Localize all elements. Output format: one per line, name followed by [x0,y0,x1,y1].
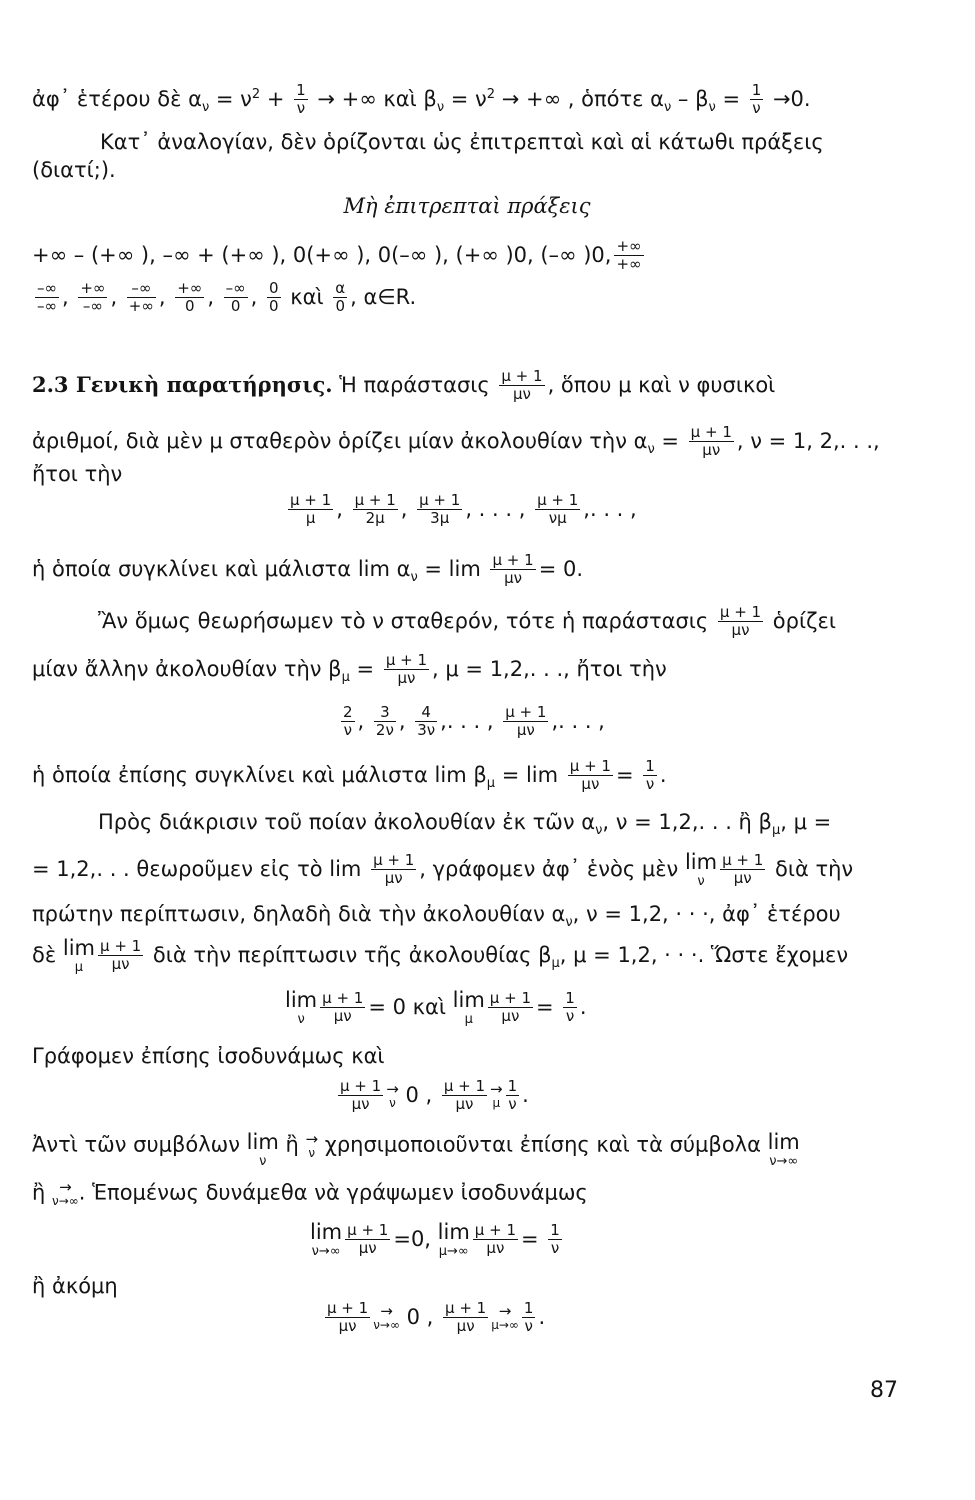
text: 0 , [398,1082,439,1107]
text: →0. [766,86,811,111]
text: ἡ ὁποία συγκλίνει καὶ μάλιστα lim α [32,556,411,581]
fraction: $\frac{\mu + 1}{\mu\nu}$ [492,551,534,588]
text-line-23 [32,1132,902,1168]
subscript: ν [663,99,672,115]
fraction: $\frac{+\infty}{-\infty}$ [80,279,106,316]
fraction: $\frac{1}{\nu}$ [507,1077,518,1114]
text: = lim [417,556,488,581]
limit-symbol: lim ν [684,850,718,889]
text: , γράφομεν ἀφ᾽ ἑνὸς μὲν [419,856,685,881]
fraction: $\frac{\mu + 1}{\mu\nu}$ [474,1221,516,1258]
text: . [659,762,667,787]
fraction: $\frac{\mu + 1}{\mu\nu}$ [505,703,547,740]
text-line-19 [32,938,902,974]
arrow-symbol: → μ→∞ [491,1302,519,1333]
text: + [260,86,292,111]
text: . [579,994,587,1019]
text: = 1,2,. . . θεωροῦμεν εἰς τὸ lim [32,856,369,881]
text: ,. . . , [551,708,605,733]
fraction: $\frac{1}{\nu}$ [751,81,762,118]
text: ὁρίζει [766,608,836,633]
fraction: $\frac{-\infty}{0}$ [225,279,246,316]
text-line-9: ἤτοι τὴν [32,462,123,486]
fraction: $\frac{2}{\nu}$ [343,703,353,740]
fraction: $\frac{1}{\nu}$ [565,989,575,1026]
text-line-2: Κατ᾽ ἀναλογίαν, δὲν ὁρίζονται ὡς ἐπιτρεπταὶ καὶ αἱ κάτωθι πράξεις [100,130,824,154]
fraction: $\frac{1}{\nu}$ [296,81,306,118]
text: 0 , [399,1304,441,1329]
text: πρώτην περίπτωσιν, δηλαδὴ διὰ τὴν ἀκολουθίαν α [32,902,566,926]
subscript: ν [436,99,445,115]
text-line-5 [32,238,902,274]
fraction: $\frac{1}{\nu}$ [645,757,655,794]
text-line-7 [32,368,902,404]
text-line-24 [32,1180,902,1207]
fraction: $\frac{\mu + 1}{\mu\nu}$ [100,937,142,974]
text: , μ = 1,2,. . ., ἤτοι τὴν [432,656,667,681]
text-line-21: Γράφομεν ἐπίσης ἰσοδυνάμως καὶ [32,1044,385,1068]
fraction: $\frac{\mu + 1}{\mu\nu}$ [489,989,531,1026]
fraction: $\frac{\mu + 1}{\mu\nu}$ [373,851,415,888]
subscript: ν [647,441,655,457]
section-heading: 2.3 Γενικὴ παρατήρησις. [32,371,333,397]
text: Ἂν ὅμως θεωρήσωμεν τὸ ν σταθερόν, τότε ἡ παράστασις [98,608,715,633]
text: Ἡ παράστασις [332,372,497,397]
subscript: μ [341,669,350,685]
text-line-10: $\frac{\mu + 1}{\mu}$ , $\frac{\mu + 1}{2\mu}$ , $\frac{\mu + 1}{3\mu}$ , . . . , $\frac{\mu + 1}{\nu\mu}$ ,. . . , [290,491,637,528]
text: χρησιμοποιοῦνται ἐπίσης καὶ τὰ σύμβολα [318,1132,768,1157]
subscript: μ [771,823,781,838]
text: = [521,1226,546,1251]
text: ,. . . , [583,496,637,521]
subscript: ν [595,823,603,838]
text: ἡ ὁποία ἐπίσης συγκλίνει καὶ μάλιστα lim β [32,762,487,787]
section-subheading: Μὴ ἐπιτρεπταὶ πράξεις [343,194,591,218]
text: , ν = 1, 2,. . ., [736,428,880,453]
fraction: $\frac{\mu + 1}{\mu\nu}$ [690,423,732,460]
text: = [615,762,641,787]
text: – β [671,86,709,111]
fraction: $\frac{+\infty}{+\infty}$ [616,237,642,274]
text: , . . . , [465,496,526,521]
subscript: μ [551,955,560,971]
arrow-symbol: → ν→∞ [373,1302,400,1333]
text: , ὅπου μ καὶ ν φυσικοὶ [547,372,776,397]
text: . [522,1082,529,1107]
text: = ν [209,86,252,111]
fraction: $\frac{\mu + 1}{\mu}$ [290,491,332,528]
text-line-18 [32,902,902,931]
text-line-8 [32,424,902,460]
fraction: $\frac{+\infty}{0}$ [177,279,203,316]
text: = 0. [538,556,583,581]
text: ἢ [32,1180,52,1205]
text-line-6: $\frac{-\infty}{-\infty}$ , $\frac{+\infty}{-\infty}$ , $\frac{-\infty}{+\infty}$ , $\frac{+\infty}{0}$ , $\frac{-\infty}{0}$ , $\frac{0}{0}$ καὶ $\frac{\alpha}{0}$ , α∈R. [37,279,417,316]
text: → +∞ καὶ β [310,86,437,111]
limit-symbol: lim ν→∞ [767,1130,800,1169]
arrow-symbol: → ν→∞ [52,1178,79,1208]
fraction: $\frac{0}{0}$ [269,279,279,316]
text-line-15 [32,758,902,794]
text: διὰ τὴν περίπτωσιν τῆς ἀκολουθίας β [146,942,552,967]
fraction: $\frac{\mu + 1}{\mu\nu}$ [385,651,428,688]
text: = lim [495,762,565,787]
superscript: 2 [251,86,261,102]
fraction: $\frac{\mu + 1}{3\mu}$ [419,491,461,528]
text-line-20 [285,990,885,1026]
fraction: $\frac{\mu + 1}{\mu\nu}$ [327,1299,369,1336]
text: , ν = 1,2, · · ·, ἀφ᾽ ἑτέρου [572,902,841,926]
fraction: $\frac{\mu + 1}{\mu\nu}$ [445,1299,487,1336]
text-line-17 [32,852,902,888]
text: καὶ [290,284,324,309]
fraction: $\frac{\mu + 1}{\nu\mu}$ [537,491,579,528]
fraction: $\frac{-\infty}{-\infty}$ [37,279,57,316]
text: ἀφ᾽ ἑτέρου δὲ α [32,86,202,111]
text: . [538,1304,546,1329]
subscript: ν [410,569,418,585]
text: μίαν ἄλλην ἀκολουθίαν τὴν β [32,656,342,681]
fraction: $\frac{\mu + 1}{\mu\nu}$ [569,757,611,794]
text: =0, [393,1226,438,1251]
limit-symbol: lim ν→∞ [310,1220,343,1259]
text: +∞ – (+∞ ), –∞ + (+∞ ), 0(+∞ ), 0(–∞ ), (+∞ )0, (–∞ )0, [32,242,612,267]
text: , ν = 1,2,. . . ἢ β [602,810,772,834]
text: ἢ [278,1132,306,1157]
superscript: 2 [486,86,496,102]
limit-symbol: lim μ [62,936,96,975]
fraction: $\frac{1}{\nu}$ [523,1299,534,1336]
fraction: $\frac{4}{3\nu}$ [417,703,436,740]
text: διὰ τὴν [768,856,854,881]
text-line-12 [98,604,902,640]
text-line-22 [335,1078,895,1114]
text: = [715,86,747,111]
subscript: ν [708,99,716,115]
text-line-3: (διατί;). [32,158,116,182]
arrow-symbol: → ν [305,1130,319,1160]
subscript: ν [565,915,573,930]
fraction: $\frac{-\infty}{+\infty}$ [128,279,154,316]
text: δὲ [32,942,63,967]
text: → +∞ , ὁπότε α [495,86,664,111]
text-line-14: $\frac{2}{\nu}$ , $\frac{3}{2\nu}$ , $\frac{4}{3\nu}$ ,. . . , $\frac{\mu + 1}{\mu\nu}$ ,. . . , [343,703,605,740]
text-line-25 [310,1222,890,1258]
text-line-16 [98,810,902,839]
fraction: $\frac{\mu + 1}{\mu\nu}$ [719,603,762,640]
limit-symbol: lim ν [246,1130,279,1169]
page-number: 87 [870,1378,898,1403]
limit-symbol: lim ν [285,988,318,1027]
fraction: $\frac{\mu + 1}{\mu\nu}$ [722,851,764,888]
text: Πρὸς διάκρισιν τοῦ ποίαν ἀκολουθίαν ἐκ τῶν α [98,810,596,834]
text: , μ = [780,810,832,834]
text-line-26: ἢ ἀκόμη [32,1274,118,1298]
limit-symbol: lim μ [452,988,485,1027]
limit-symbol: lim μ→∞ [437,1220,470,1259]
fraction: $\frac{\mu + 1}{2\mu}$ [354,491,396,528]
fraction: $\frac{3}{2\nu}$ [375,703,394,740]
arrow-symbol: → ν [386,1080,399,1111]
text: , α∈R. [350,284,417,309]
arrow-symbol: → μ [490,1080,503,1111]
text-line-27 [322,1300,902,1336]
fraction: $\frac{1}{\nu}$ [550,1221,560,1258]
text: = [536,994,561,1019]
text: = [349,656,381,681]
fraction: $\frac{\alpha}{0}$ [335,279,346,316]
text: , μ = 1,2, · · ·. Ὥστε ἔχομεν [559,942,849,967]
text: ἀριθμοί, διὰ μὲν μ σταθερὸν ὁρίζει μίαν ἀκολουθίαν τὴν α [32,428,648,453]
fraction: $\frac{\mu + 1}{\mu\nu}$ [340,1077,382,1114]
fraction: $\frac{\mu + 1}{\mu\nu}$ [347,1221,389,1258]
text: = ν [444,86,487,111]
text-line-13 [32,652,902,688]
subscript: μ [486,775,496,791]
fraction: $\frac{\mu + 1}{\mu\nu}$ [322,989,364,1026]
text-line-11 [32,552,902,588]
fraction: $\frac{\mu + 1}{\mu\nu}$ [443,1077,486,1114]
text: = [654,428,686,453]
subscript: ν [201,99,210,115]
text: ,. . . , [440,708,494,733]
text: Ἀντὶ τῶν συμβόλων [32,1132,247,1157]
fraction: $\frac{\mu + 1}{\mu\nu}$ [501,367,543,404]
text-line-1 [32,82,902,118]
text: = 0 καὶ [368,994,453,1019]
text: . Ἑπομένως δυνάμεθα νὰ γράψωμεν ἰσοδυνάμως [78,1180,588,1205]
